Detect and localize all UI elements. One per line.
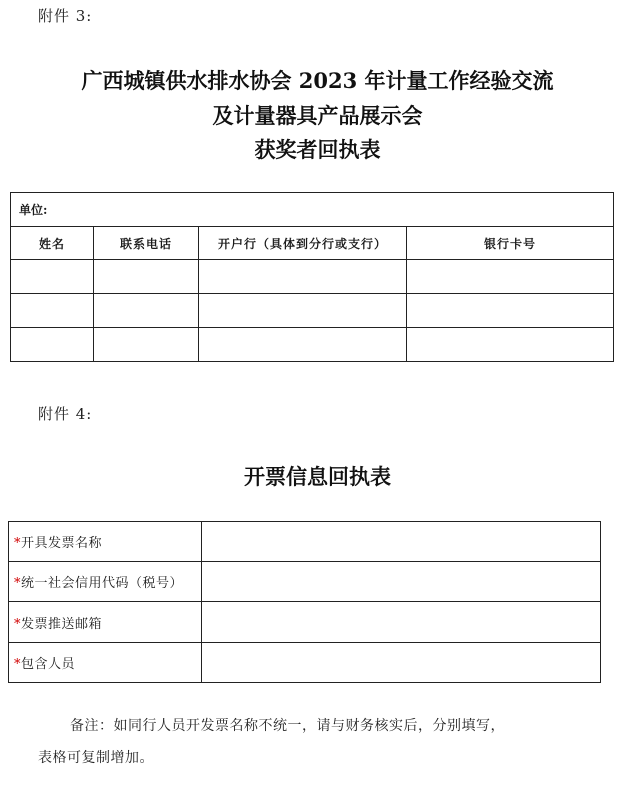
- table-cell[interactable]: [199, 328, 407, 362]
- annex-4-label: 附件 4:: [38, 405, 93, 423]
- field-label-members: *包含人员: [9, 643, 202, 683]
- table-cell[interactable]: [11, 294, 94, 328]
- award-receipt-table: [10, 192, 614, 362]
- field-label-tax-id: *统一社会信用代码（税号）: [9, 562, 202, 602]
- table-cell[interactable]: [94, 260, 199, 294]
- required-mark: *: [14, 657, 21, 672]
- award-form-title-line3: 获奖者回执表: [254, 137, 381, 162]
- table-cell[interactable]: [199, 294, 407, 328]
- required-mark: *: [14, 576, 21, 591]
- required-mark: *: [14, 616, 21, 632]
- tax-id-input[interactable]: [202, 562, 601, 602]
- required-mark: *: [14, 536, 21, 551]
- unit-label: 单位:: [19, 203, 48, 217]
- email-input[interactable]: [202, 602, 601, 643]
- invoice-row: [9, 562, 601, 602]
- field-label-invoice-name: *开具发票名称: [9, 522, 202, 562]
- table-row: [11, 260, 614, 294]
- invoice-row: [9, 602, 601, 643]
- column-header-phone: 联系电话: [94, 227, 199, 260]
- invoice-row: [9, 522, 601, 562]
- note-line2: 表格可复制增加。: [38, 750, 154, 766]
- note-line1: 备注：如同行人员开发票名称不统一，请与财务核实后，分别填写，: [70, 718, 505, 734]
- table-cell[interactable]: [94, 294, 199, 328]
- header-row: [11, 227, 614, 260]
- table-cell[interactable]: [94, 328, 199, 362]
- table-cell[interactable]: [407, 294, 614, 328]
- members-input[interactable]: [202, 643, 601, 683]
- unit-row: [11, 193, 614, 227]
- field-label-email: *发票推送邮箱: [9, 602, 202, 643]
- invoice-form-title: 开票信息回执表: [244, 464, 391, 489]
- table-row: [11, 294, 614, 328]
- annex-3-label: 附件 3:: [38, 7, 93, 25]
- column-header-name: 姓名: [11, 227, 94, 260]
- invoice-name-input[interactable]: [202, 522, 601, 562]
- unit-cell[interactable]: [11, 193, 614, 227]
- table-row: [11, 328, 614, 362]
- table-cell[interactable]: [407, 260, 614, 294]
- table-cell[interactable]: [11, 260, 94, 294]
- table-cell[interactable]: [407, 328, 614, 362]
- invoice-row: [9, 643, 601, 683]
- table-cell[interactable]: [199, 260, 407, 294]
- award-form-title-line1: 广西城镇供水排水协会 2023 年计量工作经验交流: [81, 68, 554, 93]
- column-header-bank: 开户行（具体到分行或支行）: [199, 227, 407, 260]
- award-form-title-line2: 及计量器具产品展示会: [212, 103, 423, 128]
- column-header-card-number: 银行卡号: [407, 227, 614, 260]
- table-cell[interactable]: [11, 328, 94, 362]
- invoice-info-table: [8, 521, 601, 683]
